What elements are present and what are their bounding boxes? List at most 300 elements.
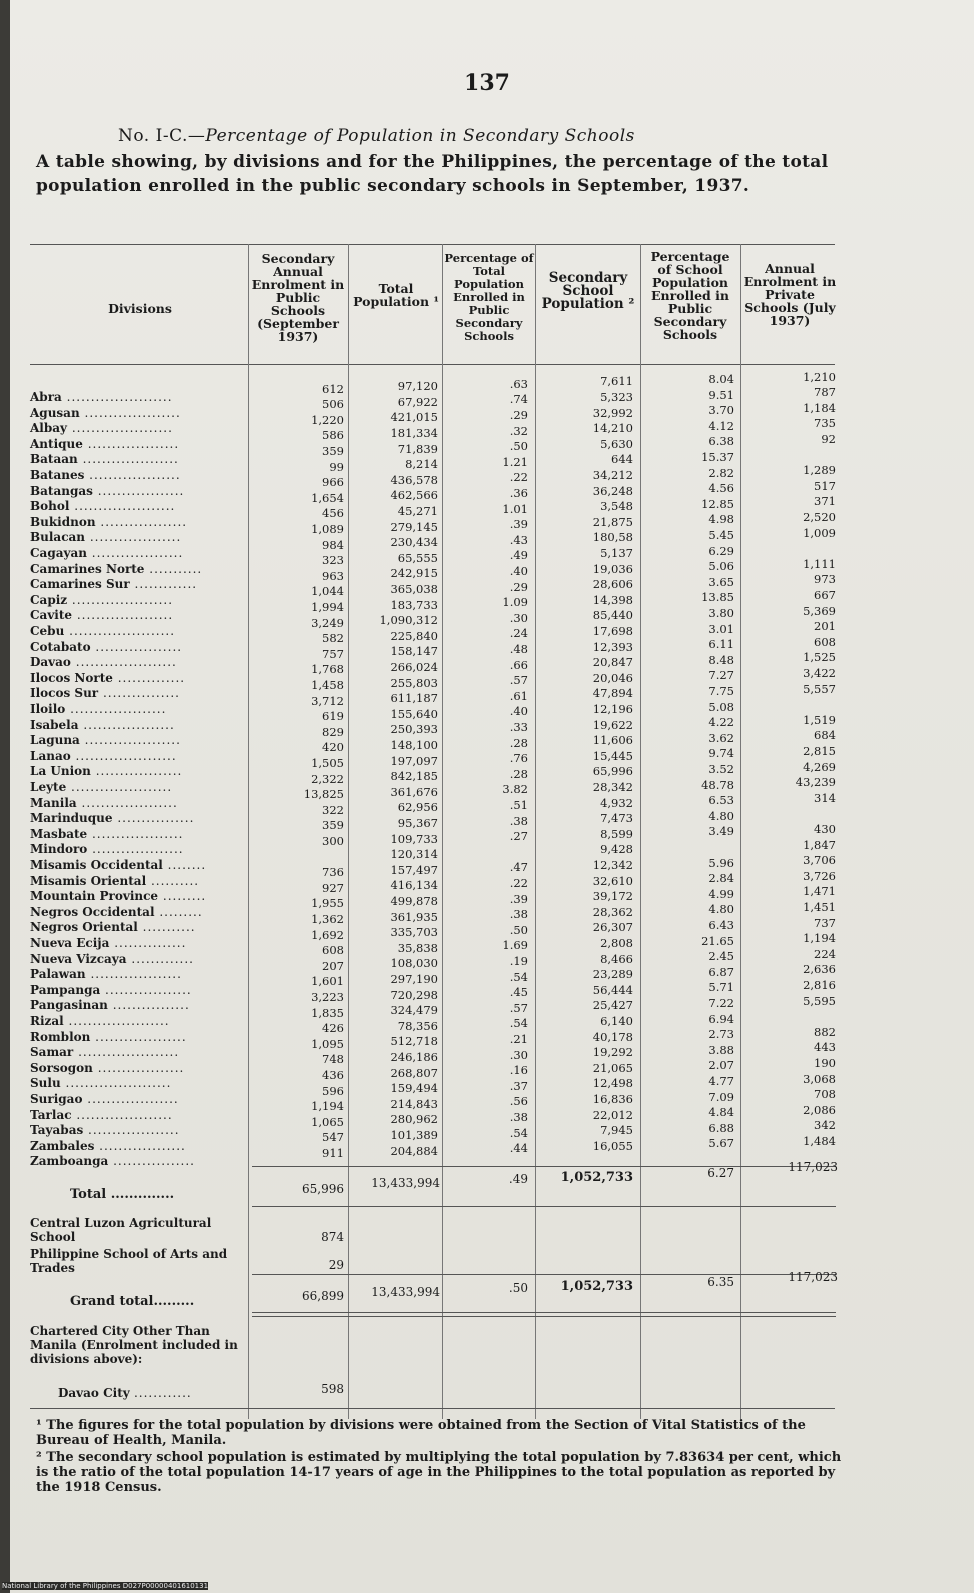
division-name: Davao bbox=[30, 655, 71, 670]
table-cell: 966 bbox=[322, 475, 344, 490]
table-cell: 279,145 bbox=[390, 519, 438, 534]
division-label bbox=[30, 392, 173, 403]
leader-dots: ......... bbox=[158, 889, 207, 904]
leader-dots: .................... bbox=[65, 702, 167, 716]
table-cell: 963 bbox=[322, 568, 344, 583]
table-cell: 159,494 bbox=[390, 1081, 438, 1096]
table-cell: 7,945 bbox=[600, 1123, 633, 1138]
table-cell: 23,289 bbox=[592, 967, 633, 982]
table-cell: 7.75 bbox=[708, 684, 734, 698]
table-cell: 15.37 bbox=[701, 450, 734, 464]
total-enrolment: 65,996 bbox=[302, 1182, 344, 1196]
leader-dots: .............. bbox=[112, 670, 186, 685]
col-divider bbox=[348, 244, 349, 1419]
table-cell: 1,484 bbox=[803, 1134, 836, 1148]
leader-dots: ........... bbox=[137, 920, 196, 935]
grand-total-pct-school: 6.35 bbox=[707, 1275, 734, 1289]
table-cell: 5,557 bbox=[803, 681, 836, 696]
division-label bbox=[30, 1000, 190, 1011]
table-cell: 361,676 bbox=[390, 784, 438, 799]
division-name: Marinduque bbox=[30, 811, 113, 826]
division-name: Capiz bbox=[30, 592, 68, 607]
table-cell: 3,223 bbox=[311, 990, 344, 1004]
table-cell: 1,847 bbox=[803, 837, 836, 852]
table-cell: 421,015 bbox=[390, 410, 438, 425]
division-label bbox=[30, 1094, 179, 1105]
table-cell: 596 bbox=[322, 1083, 344, 1098]
table-cell: 148,100 bbox=[390, 738, 438, 752]
table-cell: 13,825 bbox=[303, 787, 344, 802]
table-cell: 608 bbox=[322, 943, 344, 958]
division-name: Antique bbox=[30, 436, 83, 451]
table-cell: 190 bbox=[814, 1056, 836, 1070]
division-label bbox=[30, 423, 173, 434]
total-label: Total .............. bbox=[70, 1187, 175, 1202]
table-cell: 1,090,312 bbox=[379, 613, 438, 628]
table-cell: 436,578 bbox=[390, 472, 438, 487]
leader-dots: ................. bbox=[108, 1154, 195, 1169]
table-cell: 214,843 bbox=[390, 1096, 438, 1111]
table-cell: 342 bbox=[814, 1118, 836, 1133]
table-cell: 1,654 bbox=[311, 490, 344, 505]
table-cell: .76 bbox=[509, 751, 528, 766]
table-cell: 99 bbox=[329, 459, 344, 474]
leader-dots: ..................... bbox=[63, 1014, 170, 1028]
table-cell: 22,012 bbox=[592, 1107, 633, 1122]
table-cell: 5,595 bbox=[803, 993, 836, 1008]
division-label bbox=[30, 873, 200, 888]
table-cell: 619 bbox=[322, 709, 344, 724]
table-cell: 1,768 bbox=[311, 662, 344, 677]
intro-text: A table showing, by divisions and for the Philippines, the percentage of the total population enrolled in the public secondary schools in September, 1937. bbox=[36, 152, 829, 196]
table-cell: 2.82 bbox=[708, 465, 734, 480]
leader-dots: .................. bbox=[90, 639, 183, 654]
division-label bbox=[30, 922, 196, 933]
leader-dots: ..................... bbox=[66, 780, 173, 794]
table-cell: 120,314 bbox=[390, 847, 438, 862]
table-cell: 4.77 bbox=[708, 1074, 734, 1088]
table-cell: 3.62 bbox=[708, 730, 734, 745]
table-cell: 6.11 bbox=[708, 637, 734, 652]
table-cell: 5,369 bbox=[803, 603, 836, 618]
table-cell: .51 bbox=[509, 798, 528, 812]
table-cell: 6.53 bbox=[708, 793, 734, 808]
table-title-text: Percentage of Population in Secondary Schools bbox=[205, 126, 635, 146]
library-stamp: National Library of the Philippines D027P00000401610131 bbox=[2, 1582, 209, 1590]
table-cell: 34,212 bbox=[592, 468, 633, 482]
table-cell: 973 bbox=[814, 572, 836, 587]
table-cell: 25,427 bbox=[592, 998, 633, 1013]
table-cell: 12.85 bbox=[701, 496, 734, 511]
table-cell: 708 bbox=[814, 1087, 836, 1102]
table-cell: 1,601 bbox=[311, 974, 344, 989]
table-cell: 3.65 bbox=[708, 574, 734, 589]
table-cell: 201 bbox=[814, 619, 836, 634]
table-cell: 39,172 bbox=[592, 889, 633, 904]
division-label bbox=[30, 748, 177, 763]
table-cell: 1,184 bbox=[803, 400, 836, 415]
table-cell: 456 bbox=[322, 506, 344, 521]
leader-dots: .......... bbox=[146, 873, 200, 888]
col-divider bbox=[442, 244, 443, 1419]
table-cell: 3.52 bbox=[708, 762, 734, 776]
table-cell: .40 bbox=[509, 704, 528, 719]
division-name: Nueva Vizcaya bbox=[30, 951, 127, 966]
division-label bbox=[30, 532, 181, 543]
table-cell: .54 bbox=[509, 1016, 528, 1031]
table-cell: .39 bbox=[509, 891, 528, 906]
leader-dots: ...................... bbox=[61, 390, 173, 404]
leader-dots: .................. bbox=[92, 1060, 185, 1075]
table-cell: 109,733 bbox=[390, 831, 438, 846]
table-cell: 225,840 bbox=[390, 628, 438, 643]
table-cell: 62,956 bbox=[397, 800, 438, 815]
scan-edge bbox=[0, 0, 10, 1593]
leader-dots: ........... bbox=[144, 561, 203, 576]
table-cell: 56,444 bbox=[592, 982, 633, 997]
table-cell: .74 bbox=[509, 392, 528, 407]
division-label bbox=[30, 626, 175, 637]
division-label bbox=[30, 639, 183, 654]
division-label bbox=[30, 969, 182, 980]
division-name: Zambales bbox=[30, 1138, 95, 1153]
table-cell: .40 bbox=[509, 564, 528, 578]
division-name: Palawan bbox=[30, 967, 86, 982]
table-cell: 67,922 bbox=[397, 394, 438, 409]
chartered-city-label: Davao City ............ bbox=[58, 1386, 192, 1400]
table-cell: 6.29 bbox=[708, 543, 734, 558]
division-label bbox=[30, 860, 206, 871]
leader-dots: ................... bbox=[78, 717, 175, 732]
table-cell: .29 bbox=[509, 579, 528, 594]
table-cell: 1,095 bbox=[311, 1036, 344, 1051]
division-name: Iloilo bbox=[30, 702, 66, 716]
table-cell: 667 bbox=[814, 588, 836, 602]
table-cell: 547 bbox=[322, 1130, 344, 1145]
table-cell: 736 bbox=[322, 865, 344, 880]
total-pct-school: 6.27 bbox=[707, 1166, 734, 1180]
division-label bbox=[30, 1138, 186, 1153]
table-cell: 2,520 bbox=[803, 510, 836, 524]
table-cell: 14,210 bbox=[592, 421, 633, 436]
table-cell: 2,808 bbox=[600, 936, 633, 950]
leader-dots: ................ bbox=[107, 998, 190, 1013]
division-label bbox=[30, 501, 175, 512]
table-cell: .30 bbox=[509, 1047, 528, 1062]
division-name: Misamis Occidental bbox=[30, 858, 163, 872]
table-cell: 911 bbox=[322, 1146, 344, 1160]
total-school-pop: 1,052,733 bbox=[560, 1170, 633, 1185]
table-cell: .44 bbox=[509, 1141, 528, 1156]
table-cell: 1,835 bbox=[311, 1005, 344, 1020]
leader-dots: ................... bbox=[85, 967, 182, 982]
table-cell: 735 bbox=[814, 416, 836, 431]
table-cell: 21,875 bbox=[592, 514, 633, 529]
leader-dots: ..................... bbox=[67, 421, 173, 436]
table-cell: 5.67 bbox=[708, 1136, 734, 1151]
division-name: Negros Occidental bbox=[30, 904, 155, 919]
table-cell: 158,147 bbox=[390, 644, 438, 659]
table-cell: 1,451 bbox=[803, 900, 836, 914]
division-label bbox=[30, 717, 175, 732]
table-cell: 6.94 bbox=[708, 1011, 734, 1026]
division-label bbox=[30, 735, 181, 746]
leader-dots: ................ bbox=[112, 811, 195, 826]
table-cell: .57 bbox=[509, 673, 528, 688]
division-name: Isabela bbox=[30, 717, 79, 732]
table-cell: 3,726 bbox=[803, 868, 836, 883]
table-cell: 21,065 bbox=[592, 1060, 633, 1075]
extra-row-enrolment: 874 bbox=[321, 1230, 344, 1244]
division-name: Camarines Norte bbox=[30, 561, 145, 576]
table-cell: .21 bbox=[509, 1032, 528, 1046]
table-cell: 8,214 bbox=[405, 457, 438, 472]
table-cell: 2,816 bbox=[803, 978, 836, 992]
chartered-city-enrolment: 598 bbox=[321, 1382, 344, 1396]
table-cell: 365,038 bbox=[390, 582, 438, 596]
grand-total-private: 117,023 bbox=[788, 1270, 838, 1284]
division-name: Masbate bbox=[30, 826, 88, 841]
table-cell: .48 bbox=[509, 642, 528, 656]
table-cell: 436 bbox=[322, 1068, 344, 1082]
table-cell: 280,962 bbox=[390, 1112, 438, 1127]
table-cell: .38 bbox=[509, 907, 528, 922]
leader-dots: .................... bbox=[79, 733, 181, 748]
table-cell: 95,367 bbox=[397, 816, 438, 830]
leader-dots: ......... bbox=[154, 904, 203, 919]
table-cell: .50 bbox=[509, 439, 528, 454]
leader-dots: ................... bbox=[87, 826, 184, 841]
table-cell: 255,803 bbox=[390, 675, 438, 690]
division-name: Bulacan bbox=[30, 530, 86, 545]
table-cell: 443 bbox=[814, 1040, 836, 1055]
table-cell: 1,111 bbox=[803, 556, 836, 571]
table-cell: 2.73 bbox=[708, 1027, 734, 1042]
table-cell: 1,994 bbox=[311, 600, 344, 614]
table-cell: 297,190 bbox=[390, 972, 438, 986]
table-cell: 16,055 bbox=[592, 1138, 633, 1153]
table-cell: 204,884 bbox=[390, 1143, 438, 1158]
table-cell: 207 bbox=[322, 958, 344, 973]
division-name: Surigao bbox=[30, 1092, 83, 1106]
col-divider bbox=[248, 244, 249, 1419]
table-cell: 1,220 bbox=[311, 412, 344, 427]
table-cell: 14,398 bbox=[592, 592, 633, 607]
table-cell: 19,036 bbox=[592, 561, 633, 576]
division-name: Rizal bbox=[30, 1014, 64, 1028]
table-cell: 28,606 bbox=[592, 577, 633, 592]
table-cell: 4.22 bbox=[708, 715, 734, 730]
table-cell: 1,210 bbox=[803, 369, 836, 384]
division-name: Tarlac bbox=[30, 1107, 72, 1122]
table-cell: 1,089 bbox=[311, 522, 344, 536]
col-divider bbox=[640, 244, 641, 1419]
table-cell: 361,935 bbox=[390, 909, 438, 924]
table-cell: 2,815 bbox=[803, 744, 836, 758]
table-cell: 1.69 bbox=[502, 938, 528, 953]
table-cell: .43 bbox=[509, 532, 528, 547]
table-cell: .56 bbox=[509, 1094, 528, 1109]
chartered-city-name: Davao City bbox=[58, 1386, 130, 1400]
table-cell: .33 bbox=[509, 720, 528, 734]
leader-dots: ..................... bbox=[70, 655, 177, 670]
grand-total-enrolment: 66,899 bbox=[302, 1289, 344, 1303]
table-cell: 12,342 bbox=[592, 858, 633, 872]
table-cell: 157,497 bbox=[390, 862, 438, 877]
table-cell: 48.78 bbox=[701, 777, 734, 792]
division-label bbox=[30, 951, 194, 966]
table-cell: 8.04 bbox=[708, 372, 734, 386]
table-cell: 6.87 bbox=[708, 964, 734, 979]
table-cell: 1,519 bbox=[803, 712, 836, 727]
division-label bbox=[30, 670, 186, 685]
table-cell: 3.70 bbox=[708, 403, 734, 418]
table-cell: 5,323 bbox=[600, 390, 633, 404]
leader-dots: .................. bbox=[95, 514, 188, 529]
table-cell: 9,428 bbox=[600, 842, 633, 857]
table-cell: 4,269 bbox=[803, 759, 836, 774]
table-cell: 12,196 bbox=[592, 702, 633, 716]
table-cell: 323 bbox=[322, 553, 344, 568]
table-cell: 5,137 bbox=[600, 546, 633, 560]
table-cell: .29 bbox=[509, 408, 528, 422]
division-name: Pangasinan bbox=[30, 998, 108, 1013]
division-label bbox=[30, 1029, 187, 1044]
grand-total-label: Grand total......... bbox=[70, 1294, 195, 1309]
table-cell: 35,838 bbox=[397, 940, 438, 955]
table-cell: 246,186 bbox=[390, 1050, 438, 1064]
table-cell: .28 bbox=[509, 735, 528, 750]
table-cell: 3.88 bbox=[708, 1042, 734, 1057]
division-label bbox=[30, 1107, 173, 1122]
table-cell: 1,194 bbox=[311, 1099, 344, 1114]
table-cell: 32,610 bbox=[592, 873, 633, 888]
table-cell: .27 bbox=[509, 829, 528, 844]
table-cell: 224 bbox=[814, 946, 836, 961]
table-cell: .57 bbox=[509, 1000, 528, 1015]
table-cell: 15,445 bbox=[592, 748, 633, 763]
division-name: Ilocos Sur bbox=[30, 686, 99, 701]
grand-total-bottom-rule bbox=[252, 1312, 836, 1313]
table-cell: 1,955 bbox=[311, 896, 344, 911]
division-name: Bataan bbox=[30, 452, 78, 467]
table-cell: 416,134 bbox=[390, 878, 438, 893]
table-cell: 1,471 bbox=[803, 884, 836, 899]
table-cell: 612 bbox=[322, 381, 344, 396]
table-cell: 3,712 bbox=[311, 693, 344, 708]
table-cell: .49 bbox=[509, 548, 528, 563]
table-cell: 984 bbox=[322, 537, 344, 552]
table-cell: .61 bbox=[509, 688, 528, 703]
leader-dots: .................... bbox=[71, 1107, 173, 1122]
table-cell: 12,393 bbox=[592, 639, 633, 654]
table-cell: 197,097 bbox=[390, 753, 438, 768]
division-label bbox=[30, 1047, 179, 1058]
division-label bbox=[30, 766, 182, 777]
division-name: Cotabato bbox=[30, 639, 91, 654]
leader-dots: ............. bbox=[129, 577, 198, 592]
division-name: Mindoro bbox=[30, 842, 88, 857]
division-name: Negros Oriental bbox=[30, 920, 138, 935]
division-name: Pampanga bbox=[30, 982, 101, 997]
table-cell: 512,718 bbox=[390, 1034, 438, 1049]
leader-dots: ................... bbox=[82, 436, 180, 451]
table-cell: 32,992 bbox=[592, 405, 633, 420]
table-cell: 13.85 bbox=[701, 590, 734, 605]
table-cell: 2.07 bbox=[708, 1058, 734, 1073]
col-divider bbox=[740, 244, 741, 1419]
table-cell: 1,458 bbox=[311, 678, 344, 692]
table-cell: 28,342 bbox=[592, 780, 633, 794]
table-cell: 19,292 bbox=[592, 1045, 633, 1060]
table-cell: 3,249 bbox=[311, 615, 344, 630]
table-cell: 230,434 bbox=[390, 535, 438, 550]
division-label bbox=[30, 1125, 180, 1136]
table-cell: 335,703 bbox=[390, 925, 438, 940]
division-name: Misamis Oriental bbox=[30, 873, 147, 888]
table-cell: 78,356 bbox=[397, 1018, 438, 1033]
table-cell: 3,068 bbox=[803, 1071, 836, 1086]
division-label bbox=[30, 579, 197, 590]
table-cell: 20,847 bbox=[592, 655, 633, 670]
division-label bbox=[30, 795, 178, 810]
table-title bbox=[118, 126, 635, 146]
leader-dots: .................... bbox=[72, 608, 174, 623]
table-cell: 420 bbox=[322, 740, 344, 755]
grand-total-population: 13,433,994 bbox=[371, 1285, 440, 1299]
grand-total-pct-total: .50 bbox=[508, 1281, 528, 1295]
table-cell: 40,178 bbox=[592, 1029, 633, 1044]
table-cell: .16 bbox=[509, 1063, 528, 1078]
division-label bbox=[30, 561, 203, 576]
division-label bbox=[30, 548, 183, 559]
leader-dots: ................... bbox=[84, 468, 181, 482]
table-cell: 36,248 bbox=[592, 483, 633, 498]
division-label bbox=[30, 470, 181, 481]
table-cell: 65,996 bbox=[592, 764, 633, 779]
division-label bbox=[30, 405, 181, 420]
table-cell: .28 bbox=[509, 766, 528, 781]
division-name: Sorsogon bbox=[30, 1060, 93, 1075]
table-cell: 4.80 bbox=[708, 902, 734, 917]
division-label bbox=[30, 592, 174, 607]
table-cell: 644 bbox=[611, 452, 633, 467]
division-name: Camarines Sur bbox=[30, 577, 130, 592]
table-cell: 7.22 bbox=[708, 996, 734, 1010]
table-cell: 3.01 bbox=[708, 621, 734, 636]
table-cell: 8,466 bbox=[600, 951, 633, 966]
table-cell: 757 bbox=[322, 646, 344, 661]
table-cell: 7,473 bbox=[600, 811, 633, 826]
division-name: Agusan bbox=[30, 405, 80, 420]
table-cell: 8,599 bbox=[600, 826, 633, 841]
division-name: Cebu bbox=[30, 624, 65, 638]
table-bottom-rule bbox=[30, 1408, 835, 1409]
table-cell: .63 bbox=[509, 376, 528, 391]
table-cell: 586 bbox=[322, 428, 344, 443]
table-cell: 180,58 bbox=[592, 530, 633, 545]
table-cell: 314 bbox=[814, 790, 836, 805]
table-cell: .38 bbox=[509, 1110, 528, 1124]
leader-dots: ............... bbox=[109, 936, 187, 950]
table-cell: 19,622 bbox=[592, 717, 633, 732]
leader-dots: .................. bbox=[100, 982, 192, 997]
table-cell: 748 bbox=[322, 1052, 344, 1067]
table-number: No. I-C.— bbox=[118, 126, 206, 146]
table-cell: 371 bbox=[814, 494, 836, 509]
table-cell: .30 bbox=[509, 610, 528, 625]
table-cell: 506 bbox=[322, 397, 344, 412]
